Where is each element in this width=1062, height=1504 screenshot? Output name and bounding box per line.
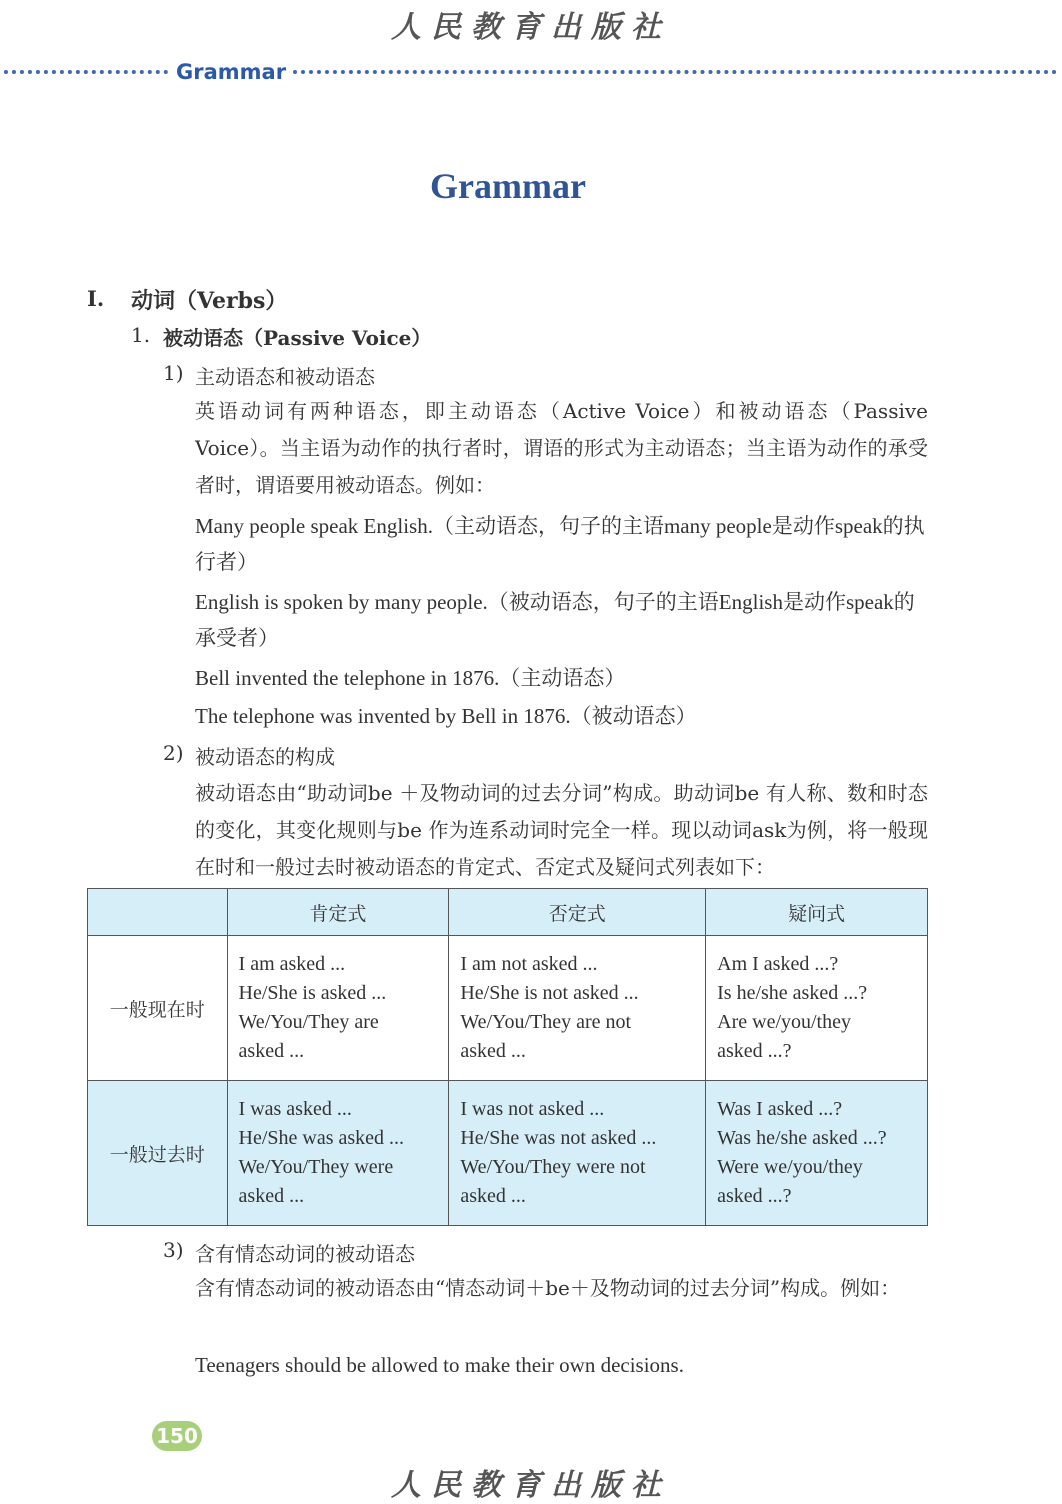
item3-paragraph: 含有情态动词的被动语态由“情态动词＋be＋及物动词的过去分词”构成。例如： [195,1276,901,1300]
publisher-logo-bottom: 人民教育出版社 [391,1468,671,1503]
cell-line: He/She is not asked ... [460,982,639,1004]
cell-line: He/She was asked ... [238,1127,405,1149]
example-sentence: Many people speak English.（主动语态，句子的主语many people是动作speak的执行者） [195,514,925,574]
page-title: Grammar [430,166,586,206]
table-row [88,936,928,1081]
cell-line: asked ... [460,1040,526,1062]
cell-line: asked ...? [717,1185,792,1207]
cell-line: asked ... [238,1185,305,1207]
cell-line: Is he/she asked ...? [717,982,868,1004]
item2-title: 被动语态的构成 [195,745,335,769]
table-cell-affirmative [227,1081,449,1226]
row-label: 一般现在时 [88,936,228,1081]
page-number: 150 [152,1421,202,1451]
publisher-logo-top: 人民教育出版社 [391,10,671,45]
cell-line: We/You/They were not [460,1156,646,1178]
item3-number: 3) [163,1238,184,1262]
header-dotted-rule-left [4,70,168,74]
cell-line: Are we/you/they [717,1011,851,1033]
passive-voice-table [87,888,928,1226]
table-header-interrogative: 疑问式 [706,889,928,936]
cell-line: I am not asked ... [460,953,598,975]
cell-line: Was I asked ...? [717,1098,843,1120]
running-header: Grammar [172,60,290,84]
table-header-affirmative: 肯定式 [227,889,449,936]
item1-title: 主动语态和被动语态 [195,365,375,389]
row-label: 一般过去时 [88,1081,228,1226]
subsection-number: 1. [131,323,151,347]
cell-line: Am I asked ...? [717,953,839,975]
header-dotted-rule-right [285,70,1057,74]
table-header-corner [88,889,228,936]
table-cell-affirmative [227,936,449,1081]
cell-line: I was asked ... [238,1098,352,1120]
cell-line: He/She is asked ... [238,982,387,1004]
cell-line: I was not asked ... [460,1098,605,1120]
cell-line: asked ... [460,1185,526,1207]
item2-number: 2) [163,741,184,765]
example-sentence: Teenagers should be allowed to make their own decisions. [195,1353,684,1377]
cell-line: We/You/They were [238,1156,394,1178]
cell-line: I am asked ... [238,953,346,975]
item3-title: 含有情态动词的被动语态 [195,1242,415,1266]
cell-line: Were we/you/they [717,1156,863,1178]
subsection-title: 被动语态（Passive Voice） [163,326,432,350]
cell-line: He/She was not asked ... [460,1127,657,1149]
example-sentence: The telephone was invented by Bell in 1876.（被动语态） [195,704,697,728]
table-cell-negative [449,1081,706,1226]
cell-line: We/You/They are [238,1011,379,1033]
cell-line: We/You/They are not [460,1011,632,1033]
cell-line: asked ... [238,1040,305,1062]
section-number: I. [87,286,105,311]
item1-number: 1) [163,361,184,385]
table-row [88,1081,928,1226]
table-cell-negative [449,936,706,1081]
example-sentence: English is spoken by many people.（被动语态，句子的主语English是动作speak的承受者） [195,590,915,650]
section-title: 动词（Verbs） [131,288,288,314]
cell-line: Was he/she asked ...? [717,1127,887,1149]
example-sentence: Bell invented the telephone in 1876.（主动语态） [195,666,626,690]
item1-paragraph: 英语动词有两种语态，即主动语态（Active Voice）和被动语态（Passive Voice）。当主语为动作的执行者时，谓语的形式为主动语态；当主语为动作的承受者时，谓语要用被动语态。例如： [195,399,928,497]
item2-paragraph: 被动语态由“助动词be ＋及物动词的过去分词”构成。助动词be 有人称、数和时态的变化，其变化规则与be 作为连系动词时完全一样。现以动词ask为例，将一般现在时和一般过去时被动语态的肯定式、否定式及疑问式列表如下： [195,781,928,879]
cell-line: asked ...? [717,1040,792,1062]
table-cell-interrogative [706,936,928,1081]
table-cell-interrogative [706,1081,928,1226]
table-header-negative: 否定式 [449,889,706,936]
